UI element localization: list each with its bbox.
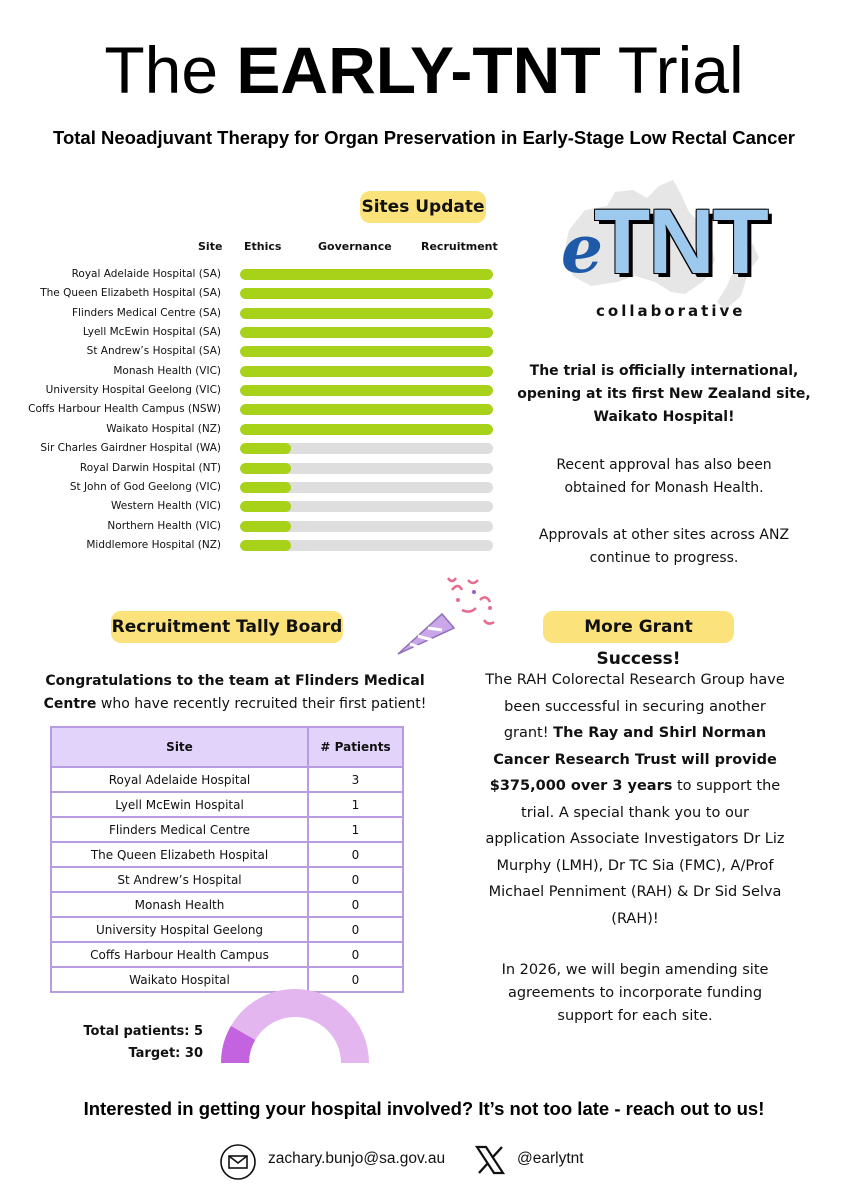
table-cell-patients: 0 [308,942,403,967]
recruitment-gauge [220,988,370,1068]
site-label: St Andrew’s Hospital (SA) [86,345,221,358]
grant-heading: More Grant Success! [543,611,734,643]
page-title: The EARLY-TNT Trial [104,33,744,107]
table-cell-patients: 1 [308,817,403,842]
international-announcement: The trial is officially international, opening at its first New Zealand site, Waikato Hospital! [517,363,811,425]
site-label: Waikato Hospital (NZ) [106,422,221,435]
site-label: University Hospital Geelong (VIC) [45,384,221,397]
logo-collaborative: collaborative [596,302,746,320]
congrats-text: Congratulations to the team at Flinders Medical Centre who have recently recruited their first patient! [43,673,427,712]
site-progress-fill [240,463,291,474]
contact-handle[interactable]: @earlytnt [517,1150,584,1167]
site-progress-track [240,346,493,357]
site-progress-track [240,424,493,435]
site-progress-track [240,540,493,551]
table-cell-site: Coffs Harbour Health Campus [51,942,308,967]
page-subtitle: Total Neoadjuvant Therapy for Organ Preservation in Early-Stage Low Rectal Cancer [53,127,795,148]
site-label: Coffs Harbour Health Campus (NSW) [28,403,221,416]
table-header-row [51,727,403,767]
logo-e: e [561,210,603,288]
site-label: The Queen Elizabeth Hospital (SA) [40,287,221,300]
site-progress-track [240,366,493,377]
site-label: St John of God Geelong (VIC) [69,480,221,493]
target-label: Target: 30 [128,1046,203,1061]
table-cell-site: Lyell McEwin Hospital [51,792,308,817]
site-progress-track [240,288,493,299]
site-label: Middlemore Hospital (NZ) [86,538,221,551]
table-cell-site: Waikato Hospital [51,967,308,992]
site-label: Flinders Medical Centre (SA) [71,306,221,319]
site-progress-fill [240,346,493,357]
table-cell-site: Royal Adelaide Hospital [51,767,308,792]
table-cell-patients: 1 [308,792,403,817]
table-cell-patients: 0 [308,842,403,867]
site-progress-track [240,269,493,280]
site-progress-fill [240,424,493,435]
site-progress-fill [240,482,291,493]
site-progress-track [240,501,493,512]
party-popper-icon [392,570,502,660]
site-label: Royal Adelaide Hospital (SA) [71,268,221,280]
table-header-patients: # Patients [308,727,403,767]
recruitment-heading: Recruitment Tally Board [111,611,343,643]
grant-paragraph: The RAH Colorectal Research Group have been successful in securing another grant! The Ray and Shirl Norman Cancer Research Trust will provide $375,000 over 3 years to support the trial. A special thank you to our application Associate Investigators Dr Liz Murphy (LMH), Dr TC Sia (FMC), A/Prof Michael Penniment (RAH) & Dr Sid Selva (RAH)! [485,672,785,927]
table-cell-site: University Hospital Geelong [51,917,308,942]
site-progress-fill [240,308,493,319]
table-header-site: Site [51,727,308,767]
recruitment-table [50,726,404,993]
column-recruitment: Recruitment [421,240,498,253]
site-progress-fill [240,443,291,454]
site-label: Royal Darwin Hospital (NT) [79,461,221,474]
site-label: Monash Health (VIC) [113,364,221,377]
table-cell-site: St Andrew’s Hospital [51,867,308,892]
site-label: Lyell McEwin Hospital (SA) [82,326,221,339]
column-ethics: Ethics [244,240,282,253]
site-progress-fill [240,366,493,377]
site-progress-fill [240,288,493,299]
site-progress-track [240,482,493,493]
site-label: Sir Charles Gairdner Hospital (WA) [40,442,221,455]
table-row [51,792,403,817]
site-progress-track [240,443,493,454]
logo-tnt: TNT [594,191,767,293]
site-progress-fill [240,269,493,280]
table-cell-site: Monash Health [51,892,308,917]
monash-approval-text: Recent approval has also been obtained for Monash Health. [556,457,772,496]
site-progress-fill [240,501,291,512]
site-progress-track [240,327,493,338]
site-progress-fill [240,404,493,415]
column-site: Site [198,240,223,253]
call-to-action: Interested in getting your hospital involved? It’s not too late - reach out to us! [83,1098,765,1119]
envelope-icon [219,1143,257,1181]
table-row [51,942,403,967]
total-patients-label: Total patients: 5 [83,1024,203,1039]
site-progress-fill [240,540,291,551]
site-label: Western Health (VIC) [110,500,221,513]
table-cell-patients: 3 [308,767,403,792]
table-cell-patients: 0 [308,917,403,942]
sites-update-heading: Sites Update [360,191,486,223]
table-cell-patients: 0 [308,892,403,917]
table-row [51,767,403,792]
table-row [51,867,403,892]
contact-email[interactable]: zachary.bunjo@sa.gov.au [268,1150,446,1167]
approval-progress-text: Approvals at other sites across ANZ continue to progress. [538,527,790,566]
x-logo-icon[interactable] [474,1144,506,1176]
site-progress-fill [240,327,493,338]
table-cell-patients: 0 [308,967,403,992]
column-governance: Governance [318,240,392,253]
site-progress-fill [240,521,291,532]
site-progress-track [240,385,493,396]
table-row [51,842,403,867]
site-progress-track [240,521,493,532]
grant-2026-paragraph: In 2026, we will begin amending site agreements to incorporate funding support for each site. [501,962,769,1024]
site-progress-track [240,463,493,474]
site-progress-fill [240,385,493,396]
table-row [51,917,403,942]
table-row [51,817,403,842]
table-row [51,892,403,917]
table-cell-site: Flinders Medical Centre [51,817,308,842]
site-progress-track [240,404,493,415]
table-cell-site: The Queen Elizabeth Hospital [51,842,308,867]
site-progress-track [240,308,493,319]
site-label: Northern Health (VIC) [107,519,221,532]
table-cell-patients: 0 [308,867,403,892]
